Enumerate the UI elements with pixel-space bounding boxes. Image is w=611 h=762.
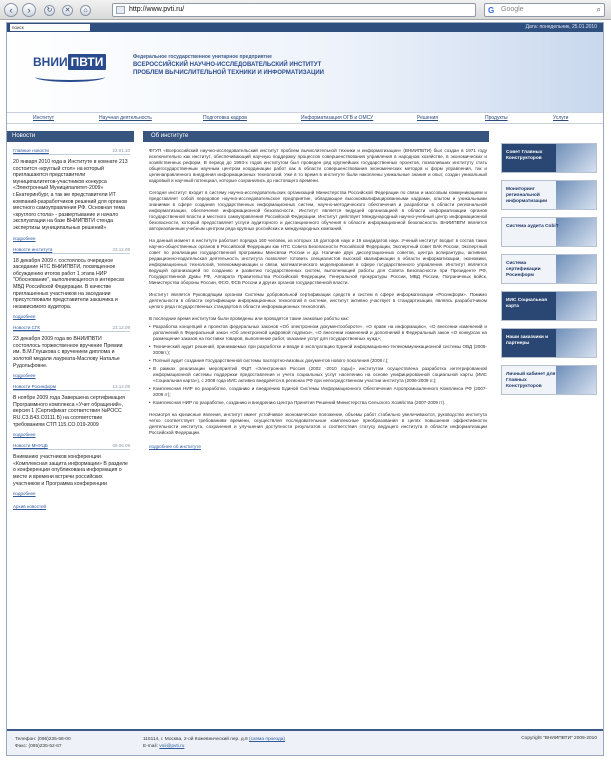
news-date: 13.12.09 <box>112 384 130 390</box>
news-date: 22.01.10 <box>112 148 130 153</box>
website <box>6 22 604 756</box>
email-link[interactable]: vnii@pvti.ru <box>159 744 185 749</box>
site-header <box>7 32 603 112</box>
nav-item-informatization[interactable]: Информатизация ОГВ и ОМСУ <box>301 115 374 121</box>
banner-label: Мониторинг региональной информатизации <box>506 187 548 204</box>
news-text: 18 декабря 2009 г. состоялось очередное заседание НТС ВНИИПВТИ, посвященное обсуждению итогов работ 1 этапа НИР "Обоснование", выполняющегося в интересах МВД Российской Федерации. В качестве приглашенных участников на заседании присутствовали представители заказчика и независимого аудитора. <box>13 257 125 310</box>
home-icon[interactable]: ⌂ <box>80 5 91 16</box>
banner-image <box>556 181 596 210</box>
news-text: В ноябре 2009 года Завершена сертификация Программного комплекса «Учет обращений», версия 1 (Сертификат соответствия №РОСС RU.С3.Б43.С0111.Б) на соответствие требованиям СТП 115.СО.019-2009 <box>13 395 125 428</box>
address-bar[interactable] <box>112 3 476 17</box>
news-archive-link[interactable]: Архив новостей <box>13 504 46 510</box>
footer-phone: Телефон: (095)235-58-00 <box>15 737 71 742</box>
site-logo[interactable] <box>33 52 117 90</box>
list-item: • Технический аудит решений, принимаемых при разработке и вводе в эксплуатацию Единой информационно-телекоммуникационной системы ОВД (2006-2009гг.); <box>149 344 487 356</box>
logo-box: ПВТИ <box>68 54 107 70</box>
news-text: 20 января 2010 года в Институте в комнате 213 состоится «круглый стол» на который приглашаются представители муниципалитетов-участников конкурса «Электронный Муниципалитет-2009» г.Екатеринбург, а так же представители ИТ компаний-разработчиков решений для органов местного самоуправления РФ. Основная тема «круглого стола» - развертывание и начало эксплуатации на базе ВНИИПВТИ стенда экспертизы муниципальных решений» <box>13 159 128 231</box>
banner-label: ИИС Социальная карта <box>506 298 548 309</box>
footer-address-block <box>143 736 285 750</box>
logo-arc-icon <box>35 72 105 82</box>
news-category-link[interactable]: Новости МНУЦБ <box>13 443 48 449</box>
search-engine-icon: G <box>488 6 495 15</box>
news-more-link[interactable]: подробнее <box>13 235 36 241</box>
works-list <box>143 324 489 406</box>
footer-contacts <box>15 736 71 750</box>
site-search-input[interactable]: поиск <box>10 24 90 31</box>
news-column <box>7 131 134 509</box>
banner-label: Система аудита CobiT <box>506 224 559 229</box>
banner-label: Личный кабинет для Главных Конструкторов <box>506 372 556 389</box>
about-paragraph: ФГУП «Всероссийский научно-исследовательский институт проблем вычислительной техники и информатизации» (ВНИИПВТИ) был создан в 1971 году исключительно как институт, обеспечивающий научную поддержку процессов совершенствования управления в народном хозяйстве, в экономических и хозяйственных реформ. В период до 1993-х годов институтом был проведен ряд крупнейших государственных проектов, позволивших институту стать общегосударственным научным центром координации работ как в области совершенствования экономических методов и форм управления, так и целенаправленного внедрения информационных технологий. Уже в то время в институте были накоплены уникальные знания и опыт, создан уникальный кадровый и научный потенциал, которые сохранились до настоящего времени. <box>149 148 487 183</box>
site-footer <box>7 729 603 755</box>
banner-image <box>556 329 596 358</box>
news-category-link[interactable]: Главные новости <box>13 148 49 153</box>
stop-icon[interactable]: ✕ <box>62 5 73 16</box>
map-link[interactable]: (схема проезда) <box>249 737 286 742</box>
footer-fax: Факс: (095)235-52-67 <box>15 744 62 749</box>
forward-icon[interactable]: › <box>22 3 36 17</box>
news-category-link[interactable]: Новости Росинформ <box>13 384 57 390</box>
news-more-link[interactable]: подробнее <box>13 314 36 320</box>
about-more-link[interactable]: подробнее об институте <box>149 444 201 449</box>
news-item <box>13 325 130 378</box>
org-line-3: ПРОБЛЕМ ВЫЧИСЛИТЕЛЬНОЙ ТЕХНИКИ И ИНФОРМАТИЗАЦИИ <box>133 70 324 76</box>
news-item <box>13 443 130 496</box>
banner-column <box>501 143 597 402</box>
banner-label: Система сертификации Росинформ <box>506 261 541 278</box>
browser-search-placeholder: Google <box>501 6 524 13</box>
nav-item-training[interactable]: Подготовка кадров <box>203 115 247 121</box>
news-date: 09.06.09 <box>112 443 130 449</box>
footer-address: 115114, г. Москва, 2-ой Кожевнический пер. д.8 <box>143 737 248 742</box>
about-section <box>143 131 489 449</box>
org-line-2: ВСЕРОССИЙСКИЙ НАУЧНО-ИССЛЕДОВАТЕЛЬСКИЙ ИНСТИТУТ <box>133 62 322 68</box>
list-item: • Комплексная НИР по разработке, созданию и внедрению Единой Системы Информационного Обеспечения Агропромышленного Комплекса РФ (2007-2009 гг); <box>149 386 487 398</box>
banner-image <box>556 218 596 247</box>
about-paragraph: Сегодня институт входит в систему научно-исследовательских организаций Министерства Российской Федерации по связи и массовым коммуникациям и представляет собой передовое научно-исследовательское предприятие, обладающее высококвалифицированными кадрами, опытом и уникальными знаниями в сфере создания государственных информационных систем, научно-методического обеспечения и разработки в области региональной информатизации, обеспечения информационной безопасности. Институт является ведущей организацией в области информатизации органов государственной власти и местного самоуправления Российской Федерации. Институт действует Международный научно-учебный центр информационной безопасности, который предоставляет услуги аудиторного и дистанционного обучения в области информационной безопасности. ВНИИПВТИ является авторизованным учебным центром ряда крупных российских и международных компаний. <box>149 190 487 231</box>
about-paragraph: На данный момент в институте работает порядка 160 человек, из которых 16 докторов наук и 19 кандидатов наук. Ученый институт входит в состав таких научно-общественных органов в Российской Федерации как НТС Совета Безопасности Российской Федерации, Экспертный совет ВАК России, Экспертный совет по реализации государственной программы Минсвязи России и др. Наличие двух диссертационных советов, центра аспирантуры, активная редакционно-издательская деятельность института позволяет готовить специалистов высокой квалификации в области информатизации, экономики, информационных технологий, телекоммуникации и связи, математического моделирования в сфере государственного управления. Институт является ведущей организацией по созданию и развитию государственных систем, выполняющей работы для Совета Безопасности при Президенте РФ, Государственной Думы РФ, Аппарата Правительства Российской Федерации, Генеральной прокуратуры России, МВД России, Пограничных войск, Министерства обороны России, ФСО, ФСБ России и других органов государственной власти. <box>149 238 487 285</box>
banner-cobit[interactable] <box>501 217 597 247</box>
news-more-link[interactable]: подробнее <box>13 491 36 497</box>
nav-item-science[interactable]: Научная деятельность <box>99 115 152 121</box>
logo-text <box>33 54 117 70</box>
banner-image <box>556 144 596 173</box>
news-date: 23.12.09 <box>112 325 130 331</box>
list-item: • Комплексная НИР по разработке, созданию и внедрению Центра Принятия Решений Министерства Сельского Хозяйства (2007-2009 гг). <box>149 400 487 406</box>
news-more-link[interactable]: подробнее <box>13 373 36 379</box>
nav-item-services[interactable]: Услуги <box>553 115 569 121</box>
news-category-link[interactable]: Новости СГК <box>13 325 40 331</box>
main-nav <box>7 112 603 124</box>
footer-copyright: Copyright "ВНИИПВТИ" 2009-2010 <box>521 736 597 741</box>
top-strip <box>7 23 603 32</box>
about-paragraph: В последние время институтом были проведены или проводятся такие знаковые работы как: <box>149 316 349 321</box>
news-date: 23.12.09 <box>112 246 130 252</box>
nav-item-institute[interactable]: Институт <box>33 115 55 121</box>
banner-image <box>556 255 596 284</box>
news-item <box>13 247 130 320</box>
back-icon[interactable]: ‹ <box>4 3 18 17</box>
banner-personal-cabinet[interactable] <box>501 365 597 395</box>
news-more-link[interactable]: подробнее <box>13 432 36 438</box>
list-item: • В рамках реализации мероприятий ФЦП «Электронная Россия (2002 -2010 годы)» институтом осуществлена разработка интегрированной информационной системы поддержки предоставления и учета социальных услуг населению на основе унифицированной социальной карты (ИИС «Социальная карта»), с 2008 года ИИС активно внедряется в регионах РФ при непосредственном участии института (2006-2009 гг.); <box>149 366 487 384</box>
banner-social-card[interactable] <box>501 291 597 321</box>
news-text: Вниманию участников конференции «Комплексная защита информации» В разделе о конференции опубликована информация о месте и времени встречи российских участников и Программа конференции <box>13 454 128 487</box>
banner-partners[interactable] <box>501 328 597 358</box>
banner-chief-designers[interactable] <box>501 143 597 173</box>
banner-label: Наши заказчики и партнеры <box>506 335 549 346</box>
news-item <box>13 148 130 241</box>
about-paragraph: Институт является Руководящим органом Системы добровольной сертификации средств и систем в сфере информатизации «Росинформ». Помимо деятельности в области сертификации информационных технологий в системе, институт активно участвует в стандартизации, являясь разработчиком целого ряда государственных стандартов в области информационных технологий. <box>149 292 487 309</box>
banner-image <box>556 366 596 395</box>
org-line-1: Федеральное государственное унитарное предприятие <box>133 54 272 60</box>
current-date: Дата: понедельник, 25.01.2010 <box>525 24 597 30</box>
banner-rosinform[interactable] <box>501 254 597 284</box>
logo-prefix: ВНИИ <box>33 55 68 69</box>
list-item: • Разработка концепций и проектов федеральных законов «Об электронном документообороте», «О праве на информацию», «О внесении изменений и дополнений в Федеральный закон «Об электронной цифровой подписи», «О внесении изменений и дополнений в Федеральный закон «О конкурсах на размещение заказов на поставки товаров, выполнение работ, оказание услуг для государственных нужд»; <box>149 324 487 342</box>
browser-toolbar <box>0 0 611 20</box>
about-closing: Несмотря на кризисные явления, институт имеет устойчивое экономическое положение, объемы работ стабильно увеличиваются, руководство института четко соответствует требованиям времени, осуществляя последовательные комплексные преобразования в целях повышения эффективности деятельности института, сохранения и улучшения доступности результатов и соответствия статусу ведущего института в области информатизации Российской Федерации. <box>149 412 487 435</box>
favicon-icon <box>116 6 125 14</box>
news-category-link[interactable]: Новости института <box>13 246 53 252</box>
list-item: • Полный аудит создания Государственной системы паспортно-визовых документов нового поколения (2008 г.); <box>149 358 487 364</box>
nav-item-solutions[interactable]: Решения <box>417 115 438 121</box>
news-title: Новости <box>7 131 134 142</box>
news-item <box>13 384 130 437</box>
banner-monitoring[interactable] <box>501 180 597 210</box>
search-icon[interactable]: ⌕ <box>596 5 601 14</box>
about-title: Об институте <box>143 131 489 142</box>
reload-icon[interactable]: ↻ <box>44 5 55 16</box>
nav-item-products[interactable]: Продукты <box>485 115 508 121</box>
footer-email-label: E-mail: <box>143 744 158 749</box>
address-bar-text: http://www.pvti.ru/ <box>129 6 185 13</box>
org-name <box>133 54 433 76</box>
banner-image <box>556 292 596 321</box>
banner-label: Совет Главных Конструкторов <box>506 150 543 161</box>
browser-search-input[interactable] <box>484 3 605 17</box>
news-text: 23 декабря 2009 года во ВНИИПВТИ состоялось торжественное вручение Премии им. В.М.Глушкова с вручением диплома и золотой медали лауреата-Маслову Наталье Рудольфовне. <box>13 336 123 369</box>
